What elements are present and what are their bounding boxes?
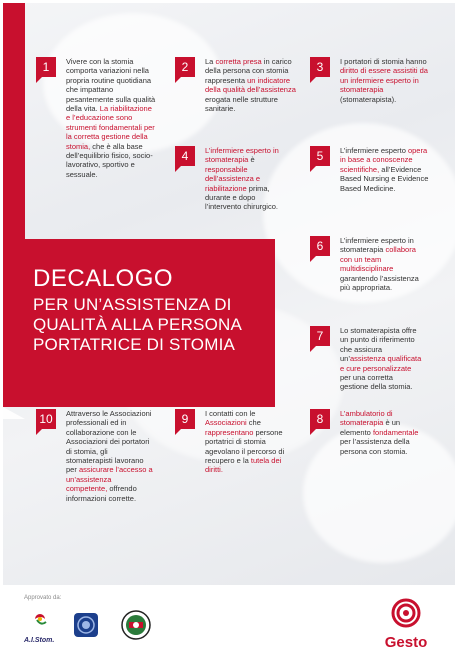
body-text: è bbox=[248, 155, 255, 165]
poster-title: DECALOGO bbox=[33, 265, 174, 292]
item-text bbox=[340, 326, 422, 392]
item-number-badge: 5 bbox=[310, 146, 330, 166]
accent-notch bbox=[3, 407, 25, 419]
item-number-badge: 6 bbox=[310, 236, 330, 256]
gesto-logo bbox=[380, 598, 432, 651]
body-text: I contatti con le bbox=[205, 409, 256, 418]
item-number-badge: 8 bbox=[310, 409, 330, 429]
body-text: L’infermiere esperto in stomaterapia bbox=[340, 236, 414, 255]
highlighted-text: assistenza qualificata e cure personalizzate bbox=[340, 354, 422, 373]
body-text: I portatori di stomia hanno bbox=[340, 57, 427, 66]
aistom-logo bbox=[24, 610, 58, 644]
body-text: garantendo l’assistenza più appropriata. bbox=[340, 273, 419, 293]
body-text: erogata nelle strutture sanitarie. bbox=[205, 94, 278, 114]
highlighted-text: assicurare l’accesso a un’assistenza competente, bbox=[66, 465, 153, 494]
body-text: Vivere con la stomia comporta variazioni nella propria routine quotidiana che impattano pesantemente sulla qualità della vita. bbox=[66, 57, 156, 114]
accent-strip bbox=[3, 3, 25, 239]
seal-emblem-icon bbox=[73, 612, 99, 638]
item-text bbox=[66, 409, 154, 503]
gesto-brand-name: Gesto bbox=[384, 634, 428, 651]
highlighted-text: responsabile dell’assistenza e riabilitazione bbox=[205, 164, 261, 193]
highlighted-text: corretta presa bbox=[215, 57, 262, 66]
gesto-spiral-icon bbox=[391, 598, 421, 628]
body-text: offrendo informazioni corrette. bbox=[66, 484, 137, 503]
item-number-badge: 3 bbox=[310, 57, 330, 77]
aistom-name: A.I.Stom. bbox=[24, 637, 55, 644]
item-text bbox=[205, 146, 293, 212]
body-text: per una corretta gestione della stomia. bbox=[340, 373, 413, 392]
item-text bbox=[340, 409, 430, 456]
highlighted-text: diritto di essere assistiti da un infermiere esperto in stomaterapia bbox=[340, 66, 428, 95]
highlighted-text: un indicatore della qualità dell’assistenza bbox=[205, 75, 296, 95]
highlighted-text: rappresentano bbox=[205, 427, 254, 437]
body-text: che bbox=[246, 418, 261, 428]
body-text: La bbox=[205, 57, 216, 66]
aistom-emblem-icon bbox=[24, 610, 58, 638]
item-number-badge: 10 bbox=[36, 409, 56, 429]
body-text: (stomaterapista). bbox=[340, 94, 397, 104]
item-text bbox=[66, 57, 158, 179]
highlighted-text: fondamentale bbox=[372, 427, 419, 437]
poster-subtitle: PER UN’ASSISTENZA DI QUALITÀ ALLA PERSONA PORTATRICE DI STOMIA bbox=[33, 295, 242, 354]
highlighted-text: Associazioni bbox=[205, 418, 247, 428]
item-text bbox=[340, 146, 432, 193]
item-number-badge: 4 bbox=[175, 146, 195, 166]
item-text bbox=[205, 409, 297, 475]
body-text: Attraverso le Associazioni professionali ed in collaborazione con le Associazioni dei portatori di stomia, gli stomaterapisti lavorano per bbox=[66, 409, 152, 475]
body-text: in carico della persona con stomia rappresenta bbox=[205, 57, 292, 85]
association-seal-logo bbox=[73, 612, 99, 643]
item-text bbox=[340, 57, 432, 104]
body-text: L’infermiere esperto bbox=[340, 146, 408, 155]
highlighted-text: L’ambulatorio di stomaterapia bbox=[340, 409, 393, 428]
third-association-logo bbox=[120, 609, 152, 646]
highlighted-text: collabora con un team multidisciplinare bbox=[340, 245, 416, 274]
body-text: prima, durante e dopo l’intervento chirurgico. bbox=[205, 183, 278, 212]
highlighted-text: L’infermiere esperto in stomaterapia bbox=[205, 146, 279, 165]
item-number-badge: 2 bbox=[175, 57, 195, 77]
poster-background bbox=[3, 3, 455, 585]
item-text bbox=[205, 57, 300, 113]
item-text bbox=[340, 236, 430, 292]
approved-by-label: Approvato da: bbox=[24, 595, 62, 601]
title-band bbox=[3, 239, 275, 407]
body-text: per l’assistenza della persona con stomia. bbox=[340, 437, 410, 456]
body-text: persone portatrici di stomia agevolano il percorso di recupero e la bbox=[205, 427, 285, 466]
item-number-badge: 1 bbox=[36, 57, 56, 77]
body-text: è un elemento bbox=[340, 418, 401, 437]
round-emblem-icon bbox=[120, 609, 152, 641]
body-text: Lo stomaterapista offre un punto di riferimento che assicura un’ bbox=[340, 326, 417, 364]
highlighted-text: opera in base a conoscenze scientifiche, bbox=[340, 146, 428, 174]
body-text: all’Evidence Based Nursing e Evidence Based Medicine. bbox=[340, 164, 429, 193]
highlighted-text: La riabilitazione e l’educazione sono strumenti fondamentali per la corretta gestione della stomia, bbox=[66, 104, 155, 151]
highlighted-text: tutela dei diritti. bbox=[205, 456, 282, 475]
item-number-badge: 7 bbox=[310, 326, 330, 346]
body-text: che è alla base dell’equilibrio fisico, socio-lavorativo, sportivo e sessuale. bbox=[66, 141, 153, 179]
item-number-badge: 9 bbox=[175, 409, 195, 429]
